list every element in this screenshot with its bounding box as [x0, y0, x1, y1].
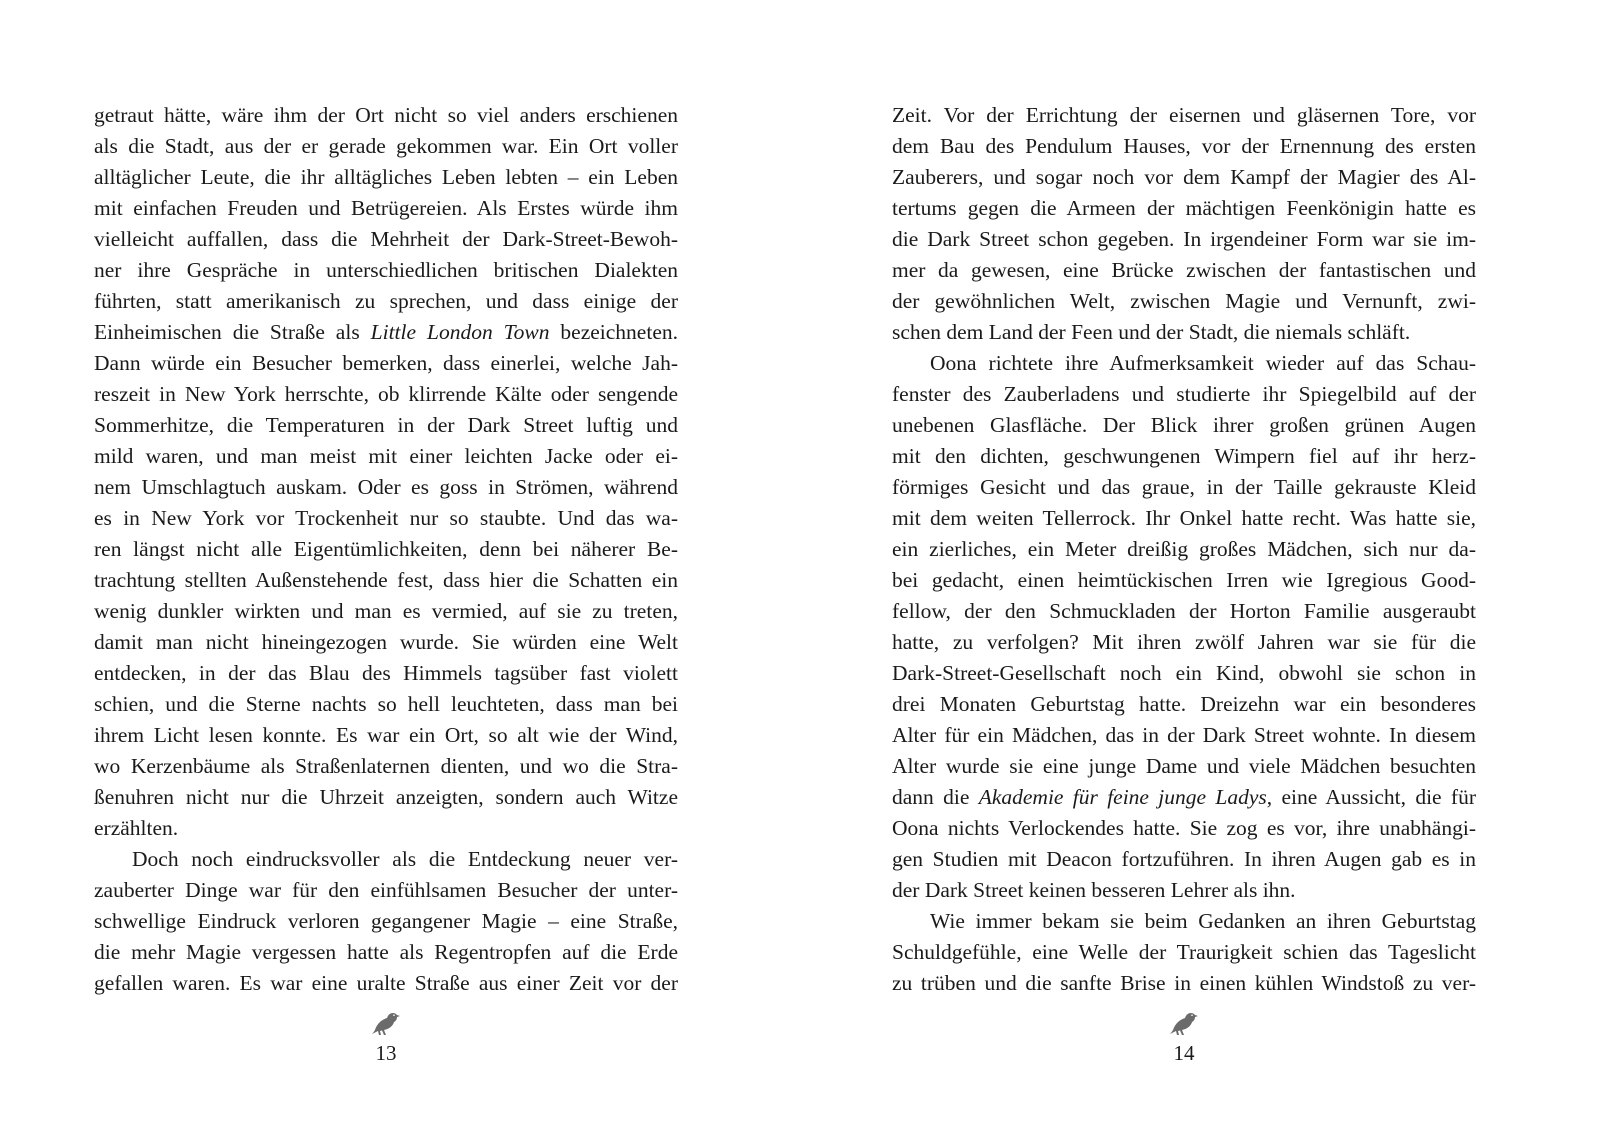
text-line: gen Studien mit Deacon fortzuführen. In ihren Augen gab es in	[892, 847, 1476, 871]
text-line: schwellige Eindruck verloren gegangener Magie – eine Straße,	[94, 909, 678, 933]
text-line: der gewöhnlichen Welt, zwischen Magie und Vernunft, zwi-	[892, 289, 1476, 313]
text-line: Dann würde ein Besucher bemerken, dass einerlei, welche Jah-	[94, 351, 678, 375]
raven-icon	[1167, 1008, 1201, 1038]
text-line: nem Umschlagtuch auskam. Oder es goss in Strömen, während	[94, 475, 678, 499]
text-line: ßenuhren nicht nur die Uhrzeit anzeigten, sondern auch Witze	[94, 785, 678, 809]
raven-icon	[369, 1008, 403, 1038]
text-line: mit dem weiten Tellerrock. Ihr Onkel hatte recht. Was hatte sie,	[892, 506, 1476, 530]
text-line: wenig dunkler wirkten und man es vermied, auf sie zu treten,	[94, 599, 678, 623]
text-line: ein zierliches, ein Meter dreißig großes Mädchen, sich nur da-	[892, 537, 1476, 561]
text-line: der Dark Street keinen besseren Lehrer als ihn.	[892, 878, 1296, 902]
text-line: dem Bau des Pendulum Hauses, vor der Ernennung des ersten	[892, 134, 1476, 158]
text-line: Zauberers, und sogar noch vor dem Kampf der Magier des Al-	[892, 165, 1476, 189]
text-line	[892, 782, 1476, 813]
text-line: ren längst nicht alle Eigentümlichkeiten, denn bei näherer Be-	[94, 537, 678, 561]
text-line: schien, und die Sterne nachts so hell leuchteten, dass man bei	[94, 692, 678, 716]
text-line: schen dem Land der Feen und der Stadt, die niemals schläft.	[892, 320, 1411, 344]
text-line: trachtung stellten Außenstehende fest, dass hier die Schatten ein	[94, 568, 678, 592]
text-line: damit man nicht hineingezogen wurde. Sie würden eine Welt	[94, 630, 678, 654]
left-page-footer	[356, 1008, 416, 1066]
text-line: Zeit. Vor der Errichtung der eisernen und gläsernen Tore, vor	[892, 103, 1476, 127]
text-line: getraut hätte, wäre ihm der Ort nicht so viel anders erschienen	[94, 103, 678, 127]
italic-title: Little London Town	[370, 320, 550, 344]
text-line: Dark-Street-Gesellschaft noch ein Kind, obwohl sie schon in	[892, 661, 1476, 685]
text-line: reszeit in New York herrschte, ob klirrende Kälte oder sengende	[94, 382, 678, 406]
text-run: Einheimischen die Straße als	[94, 320, 371, 344]
text-line: Alter für ein Mädchen, das in der Dark Street wohnte. In diesem	[892, 723, 1476, 747]
text-line	[94, 317, 678, 348]
text-line: zauberter Dinge war für den einfühlsamen Besucher der unter-	[94, 878, 678, 902]
text-line: gefallen waren. Es war eine uralte Straße aus einer Zeit vor der	[94, 971, 678, 995]
text-line: wo Kerzenbäume als Straßenlaternen dienten, und wo die Stra-	[94, 754, 678, 778]
text-line: es in New York vor Trockenheit nur so staubte. Und das wa-	[94, 506, 678, 530]
text-line: Oona nichts Verlockendes hatte. Sie zog es vor, ihre unabhängi-	[892, 816, 1476, 840]
text-line: ner ihre Gespräche in unterschiedlichen britischen Dialekten	[94, 258, 678, 282]
text-line: fenster des Zauberladens und studierte ihr Spiegelbild auf der	[892, 382, 1476, 406]
text-line: Sommerhitze, die Temperaturen in der Dark Street luftig und	[94, 413, 678, 437]
text-line: Doch noch eindrucksvoller als die Entdeckung neuer ver-	[132, 847, 678, 871]
text-line: drei Monaten Geburtstag hatte. Dreizehn war ein besonderes	[892, 692, 1476, 716]
text-line: tertums gegen die Armeen der mächtigen Feenkönigin hatte es	[892, 196, 1476, 220]
text-line: die Dark Street schon gegeben. In irgendeiner Form war sie im-	[892, 227, 1476, 251]
text-line: zu trüben und die sanfte Brise in einen kühlen Windstoß zu ver-	[892, 971, 1476, 995]
text-line: alltäglicher Leute, die ihr alltägliches Leben lebten – ein Leben	[94, 165, 678, 189]
text-line: unebenen Glasfläche. Der Blick ihrer großen grünen Augen	[892, 413, 1476, 437]
text-line: führten, statt amerikanisch zu sprechen, und dass einige der	[94, 289, 678, 313]
right-page-text	[892, 100, 1476, 999]
text-line: mild waren, und man meist mit einer leichten Jacke oder ei-	[94, 444, 678, 468]
text-line: hatte, zu verfolgen? Mit ihren zwölf Jahren war sie für die	[892, 630, 1476, 654]
text-run: bezeichneten.	[549, 320, 678, 344]
text-run: dann die	[892, 785, 979, 809]
page-number: 14	[1173, 1041, 1195, 1065]
text-run: , eine Aussicht, die für	[1266, 785, 1476, 809]
text-line: bei gedacht, einen heimtückischen Irren wie Igregious Good-	[892, 568, 1476, 592]
text-line: Alter wurde sie eine junge Dame und viele Mädchen besuchten	[892, 754, 1476, 778]
text-line: entdecken, in der das Blau des Himmels tagsüber fast violett	[94, 661, 678, 685]
text-line: mit den dichten, geschwungenen Wimpern fiel auf ihr herz-	[892, 444, 1476, 468]
text-line: förmiges Gesicht und das graue, in der Taille gekrauste Kleid	[892, 475, 1476, 499]
page-number: 13	[375, 1041, 397, 1065]
text-line: vielleicht auffallen, dass die Mehrheit der Dark-Street-Bewoh-	[94, 227, 678, 251]
text-line: Wie immer bekam sie beim Gedanken an ihren Geburtstag	[930, 909, 1476, 933]
right-page-footer	[1154, 1008, 1214, 1066]
text-line: als die Stadt, aus der er gerade gekommen war. Ein Ort voller	[94, 134, 678, 158]
text-line: mit einfachen Freuden und Betrügereien. Als Erstes würde ihm	[94, 196, 678, 220]
text-line: mer da gewesen, eine Brücke zwischen der fantastischen und	[892, 258, 1476, 282]
text-line: ihrem Licht lesen konnte. Es war ein Ort, so alt wie der Wind,	[94, 723, 678, 747]
text-line: die mehr Magie vergessen hatte als Regentropfen auf die Erde	[94, 940, 678, 964]
text-line: Oona richtete ihre Aufmerksamkeit wieder auf das Schau-	[930, 351, 1476, 375]
text-line: erzählten.	[94, 816, 179, 840]
left-page-text	[94, 100, 678, 999]
text-line: fellow, der den Schmuckladen der Horton Familie ausgeraubt	[892, 599, 1476, 623]
text-line: Schuldgefühle, eine Welle der Traurigkeit schien das Tageslicht	[892, 940, 1476, 964]
italic-title: Akademie für feine junge Ladys	[978, 785, 1267, 809]
